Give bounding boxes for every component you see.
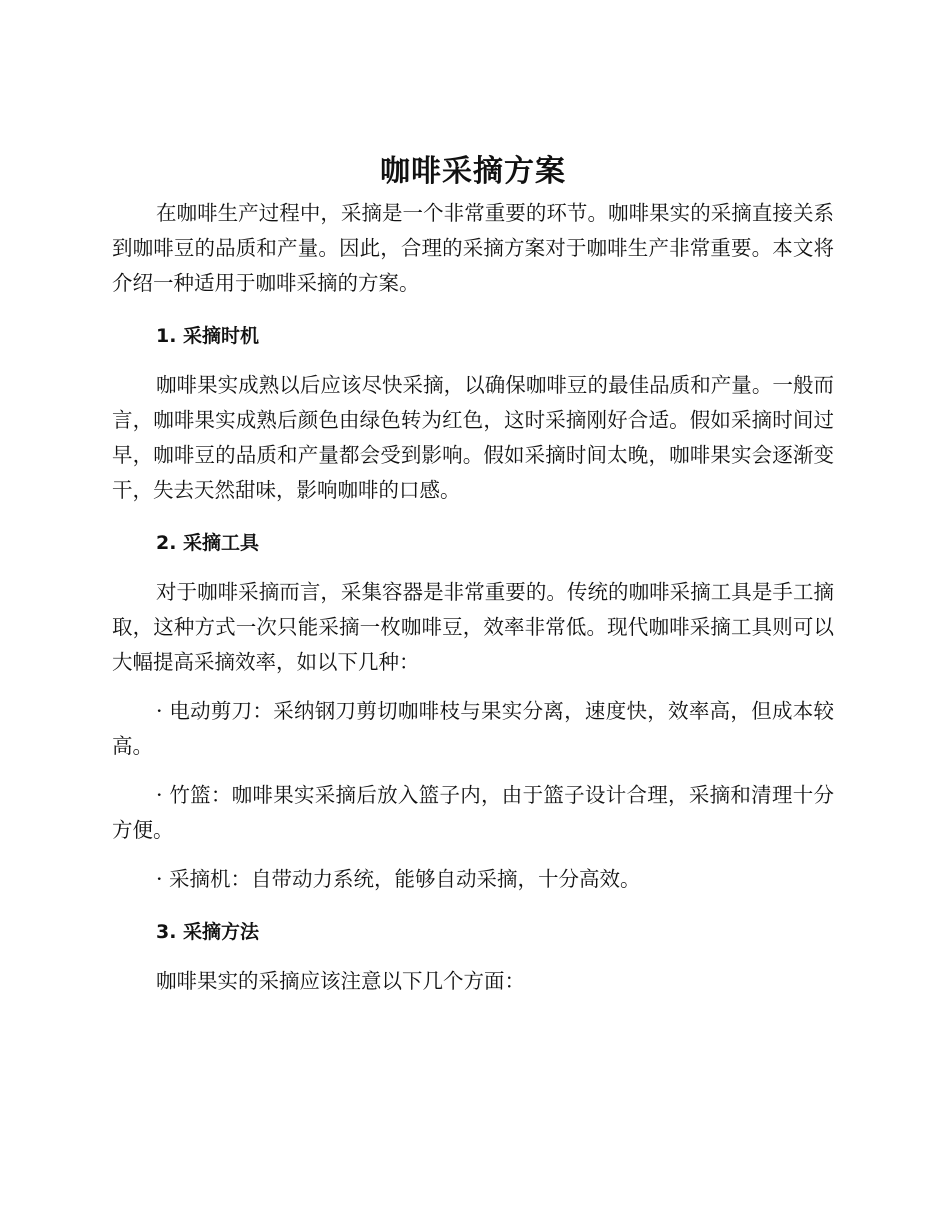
tools-paragraph: 对于咖啡采摘而言，采集容器是非常重要的。传统的咖啡采摘工具是手工摘取，这种方式一次只能采摘一枚咖啡豆，效率非常低。现代咖啡采摘工具则可以大幅提高采摘效率，如以下几种： [112, 580, 834, 674]
tools-item-harvester: · 采摘机：自带动力系统，能够自动采摘，十分高效。 [156, 867, 641, 891]
tools-item-bamboo-basket: · 竹篮：咖啡果实采摘后放入篮子内，由于篮子设计合理，采摘和清理十分方便。 [112, 783, 834, 842]
timing-paragraph: 咖啡果实成熟以后应该尽快采摘，以确保咖啡豆的最佳品质和产量。一般而言，咖啡果实成熟后颜色由绿色转为红色，这时采摘刚好合适。假如采摘时间过早，咖啡豆的品质和产量都会受到影响。假如采摘时间太晚，咖啡果实会逐渐变干，失去天然甜味，影响咖啡的口感。 [112, 373, 834, 502]
intro-paragraph: 在咖啡生产过程中，采摘是一个非常重要的环节。咖啡果实的采摘直接关系到咖啡豆的品质和产量。因此，合理的采摘方案对于咖啡生产非常重要。本文将介绍一种适用于咖啡采摘的方案。 [112, 201, 834, 295]
method-paragraph: 咖啡果实的采摘应该注意以下几个方面： [156, 969, 525, 993]
section-heading-tools: 2. 采摘工具 [156, 532, 260, 554]
section-heading-timing: 1. 采摘时机 [156, 325, 260, 347]
tools-item-electric-scissors: · 电动剪刀：采纳钢刀剪切咖啡枝与果实分离，速度快，效率高，但成本较高。 [112, 699, 834, 758]
document-title: 咖啡采摘方案 [380, 154, 566, 189]
document-page [112, 150, 834, 999]
section-heading-method: 3. 采摘方法 [156, 921, 260, 943]
